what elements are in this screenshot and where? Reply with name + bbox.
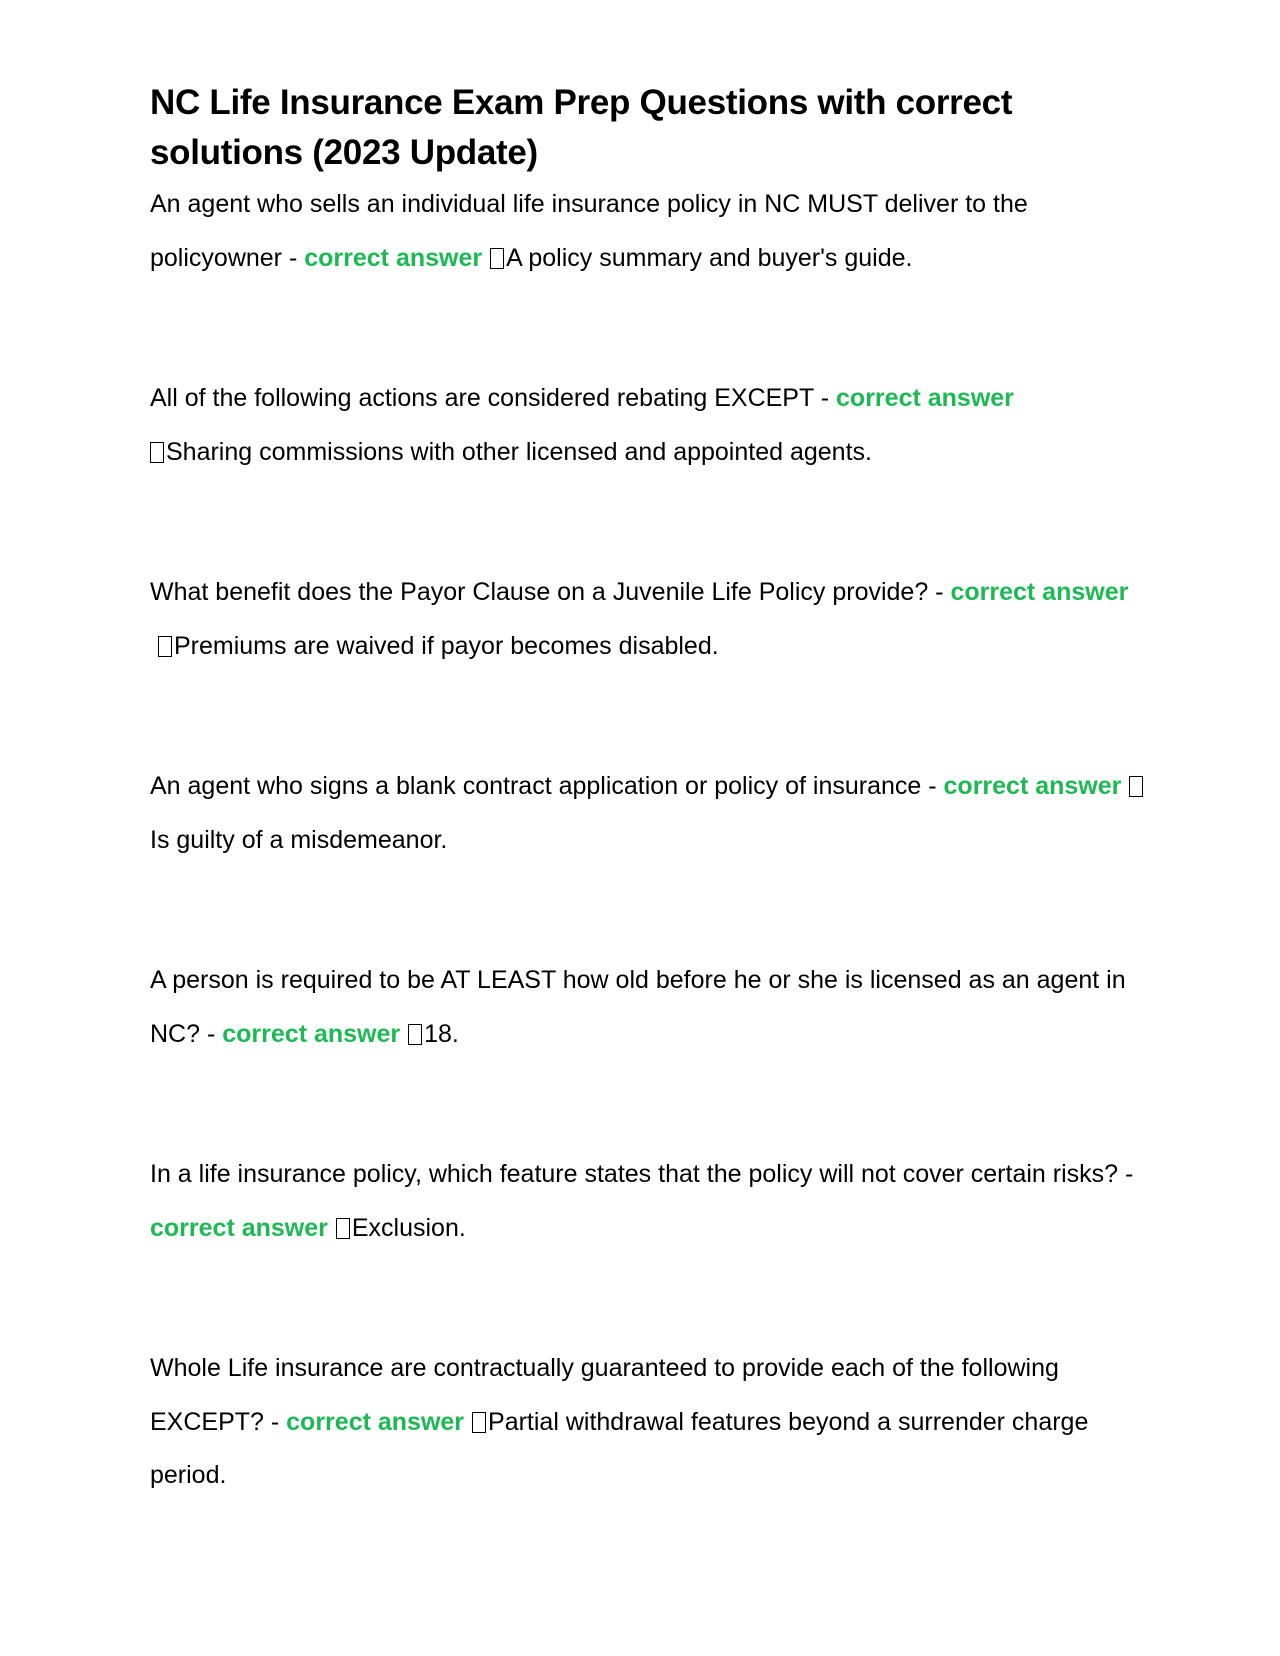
correct-answer-label: correct answer	[943, 772, 1122, 800]
question-text: An agent who signs a blank contract application or policy of insurance -	[150, 772, 937, 800]
correct-answer-label: correct answer	[150, 1213, 328, 1242]
answer-text: Partial withdrawal features beyond a surrender charge period.	[150, 1407, 1089, 1489]
correct-answer-label: correct answer	[836, 384, 1014, 412]
box-glyph-icon	[408, 1024, 422, 1045]
box-glyph-icon	[472, 1412, 486, 1433]
question-text: What benefit does the Payor Clause on a Juvenile Life Policy provide? -	[150, 578, 944, 606]
question-text: In a life insurance policy, which feature states that the policy will not cover certain risks? -	[150, 1160, 1134, 1188]
box-glyph-icon	[336, 1218, 350, 1239]
box-glyph-icon	[150, 442, 164, 463]
qa-item	[150, 1148, 1150, 1255]
qa-item	[150, 760, 1150, 867]
answer-text: 18.	[424, 1019, 459, 1048]
correct-answer-label: correct answer	[222, 1019, 401, 1048]
box-glyph-icon	[1129, 776, 1143, 797]
qa-item	[150, 566, 1150, 673]
answer-text: Premiums are waived if payor becomes disabled.	[174, 631, 719, 660]
question-text: Whole Life insurance are contractually guaranteed to provide each of the following EXCEPT? -	[150, 1354, 1059, 1436]
answer-text: Sharing commissions with other licensed and appointed agents.	[166, 437, 872, 466]
question-text: An agent who sells an individual life insurance policy in NC MUST deliver to the policyowner -	[150, 190, 1028, 272]
correct-answer-label: correct answer	[286, 1407, 465, 1436]
qa-item	[150, 372, 1150, 479]
correct-answer-label: correct answer	[304, 243, 483, 272]
qa-item	[150, 954, 1150, 1061]
question-text: A person is required to be AT LEAST how old before he or she is licensed as an agent in NC? -	[150, 966, 1126, 1048]
question-text: All of the following actions are considered rebating EXCEPT -	[150, 384, 830, 412]
document-title: NC Life Insurance Exam Prep Questions with correct solutions (2023 Update)	[150, 83, 1013, 172]
qa-item	[150, 1342, 1150, 1503]
box-glyph-icon	[158, 636, 172, 657]
answer-text: Is guilty of a misdemeanor.	[150, 825, 448, 854]
box-glyph-icon	[490, 248, 504, 269]
qa-item	[150, 178, 1150, 285]
answer-text: A policy summary and buyer's guide.	[506, 243, 913, 272]
answer-text: Exclusion.	[351, 1213, 466, 1242]
correct-answer-label: correct answer	[950, 578, 1129, 606]
document-page	[150, 78, 1150, 1503]
